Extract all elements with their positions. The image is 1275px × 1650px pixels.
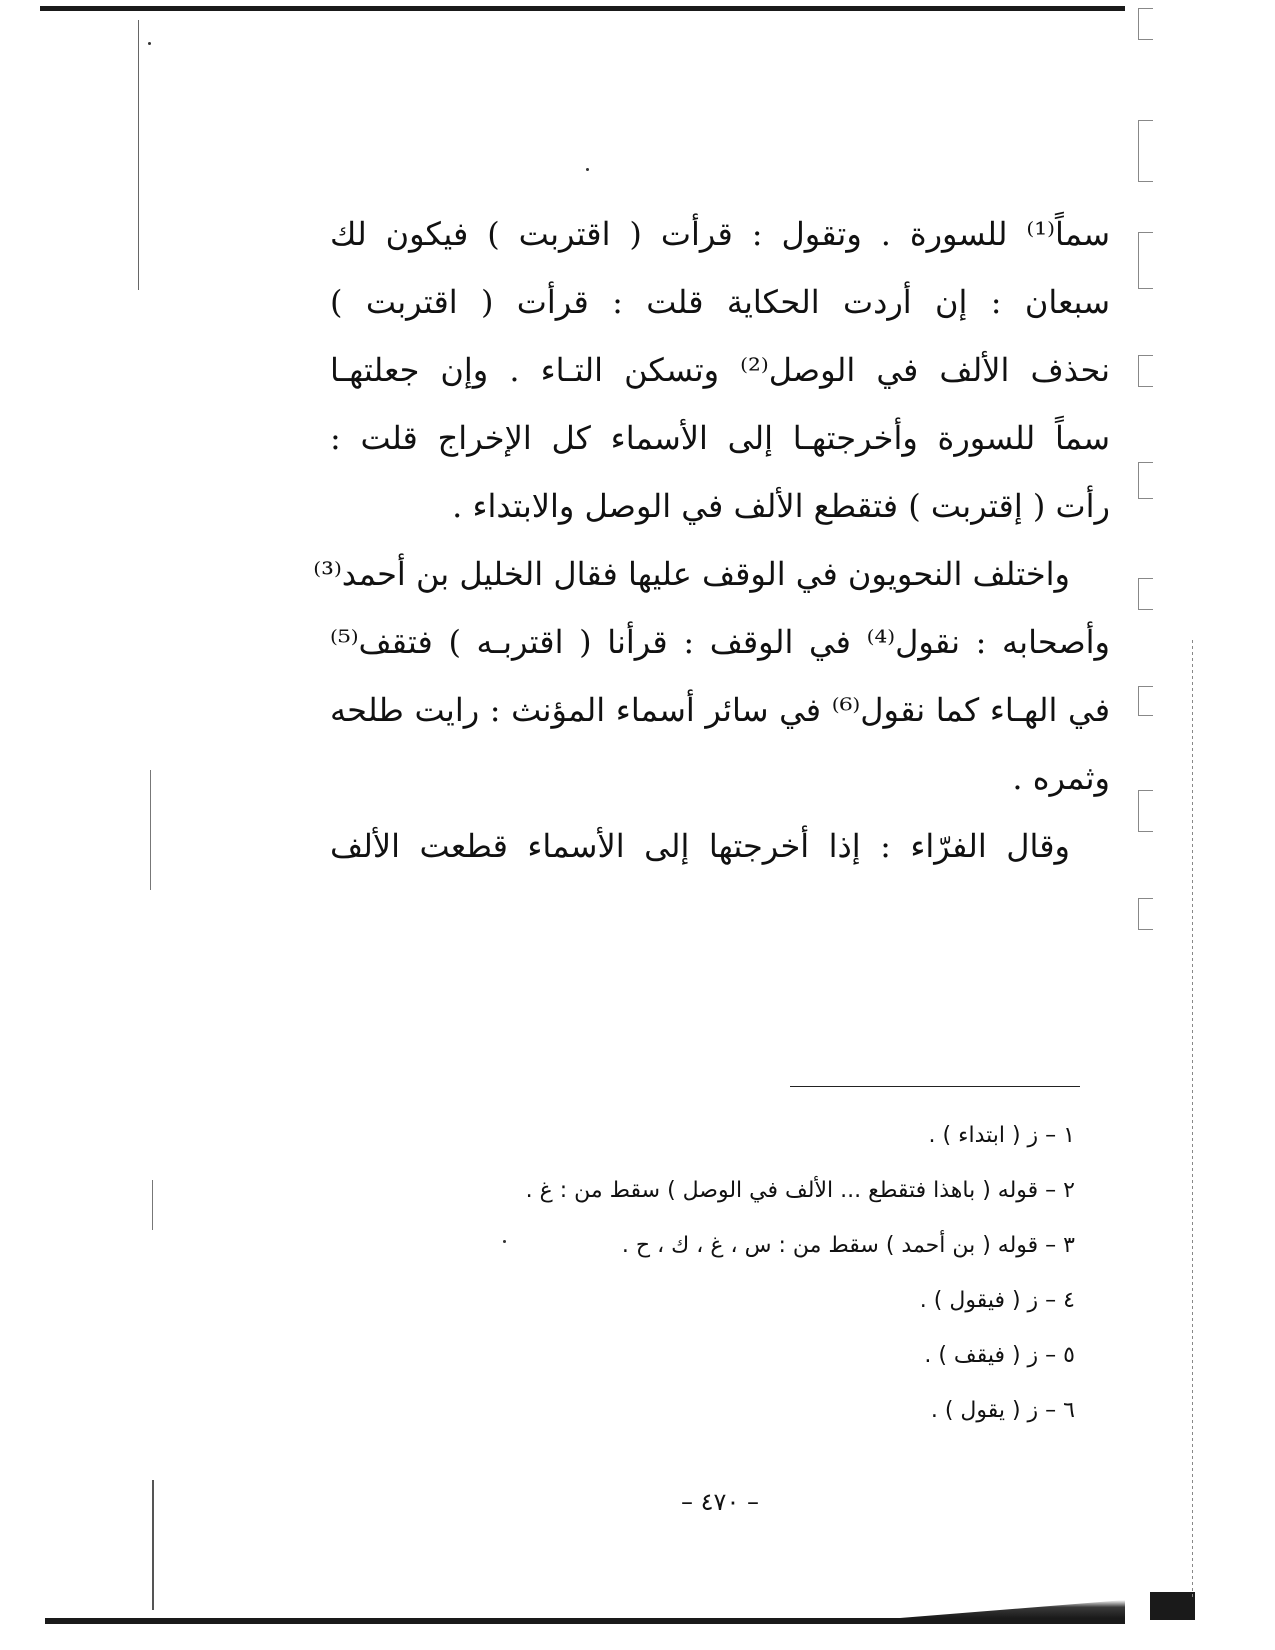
footnote: ٦ – ز ( يقول ) . (930, 1398, 1075, 1423)
text-line: نحذف الألف في الوصل⁽²⁾ وتسكن التـاء . وإن جعلتهـا (330, 351, 1111, 389)
binding-mark (1138, 232, 1153, 289)
text-line: في الهـاء كما نقول⁽⁶⁾ في سائر أسماء المؤنث : رايت طلحه (330, 691, 1111, 729)
text-line: واختلف النحويون في الوقف عليها فقال الخليل بن أحمد⁽³⁾ (313, 555, 1070, 593)
footnote-separator (790, 1086, 1080, 1087)
page-number: – ٤٧٠ – (681, 1488, 759, 1516)
scan-edge-top (40, 6, 1125, 11)
binding-mark (1138, 355, 1153, 387)
scan-edge-bottom-shadow (900, 1600, 1125, 1618)
text-line: سماً للسورة وأخرجتهـا إلى الأسماء كل الإخراج قلت : (330, 419, 1110, 457)
binding-mark (1138, 898, 1153, 930)
footnote: ٤ – ز ( فيقول ) . (919, 1288, 1075, 1313)
scan-left-rule (152, 1480, 154, 1610)
text-line: وأصحابه : نقول⁽⁴⁾ في الوقف : قرأنا ( اقتربـه ) فتقف⁽⁵⁾ (330, 623, 1110, 661)
binding-mark (1138, 462, 1153, 499)
scan-left-rule (150, 770, 151, 890)
binding-mark (1138, 578, 1153, 610)
text-line: وقال الفرّاء : إذا أخرجتها إلى الأسماء قطعت الألف (330, 827, 1070, 865)
scan-speck (586, 168, 589, 171)
scan-binding-strip (1138, 0, 1190, 1650)
main-text (313, 200, 1111, 880)
scan-left-rule (152, 1180, 153, 1230)
binding-mark (1138, 120, 1153, 182)
text-line: وثمره . (1012, 759, 1110, 797)
scan-left-rule (138, 20, 139, 290)
scan-speck (148, 42, 151, 45)
footnote: ١ – ز ( ابتداء ) . (928, 1123, 1075, 1148)
binding-mark (1138, 790, 1153, 832)
text-line: سبعان : إن أردت الحكاية قلت : قرأت ( اقتربت ) (330, 283, 1110, 321)
binding-mark (1138, 686, 1153, 716)
binding-mark (1138, 8, 1153, 40)
footnote: ٣ – قوله ( بن أحمد ) سقط من : س ، غ ، ك ، ح . (621, 1233, 1075, 1258)
text-line: رأت ( إقتربت ) فتقطع الألف في الوصل والابتداء . (452, 487, 1110, 525)
footnote: ٥ – ز ( فيقف ) . (924, 1343, 1075, 1368)
footnote: ٢ – قوله ( باهذا فتقطع ... الألف في الوصل ) سقط من : غ . (525, 1178, 1075, 1203)
footnotes (500, 1108, 1075, 1438)
scan-edge-bottom (45, 1618, 1125, 1624)
scan-right-dotted-line (1192, 640, 1193, 1600)
text-line: سماً⁽¹⁾ للسورة . وتقول : قرأت ( اقتربت ) فيكون لك (330, 215, 1110, 253)
